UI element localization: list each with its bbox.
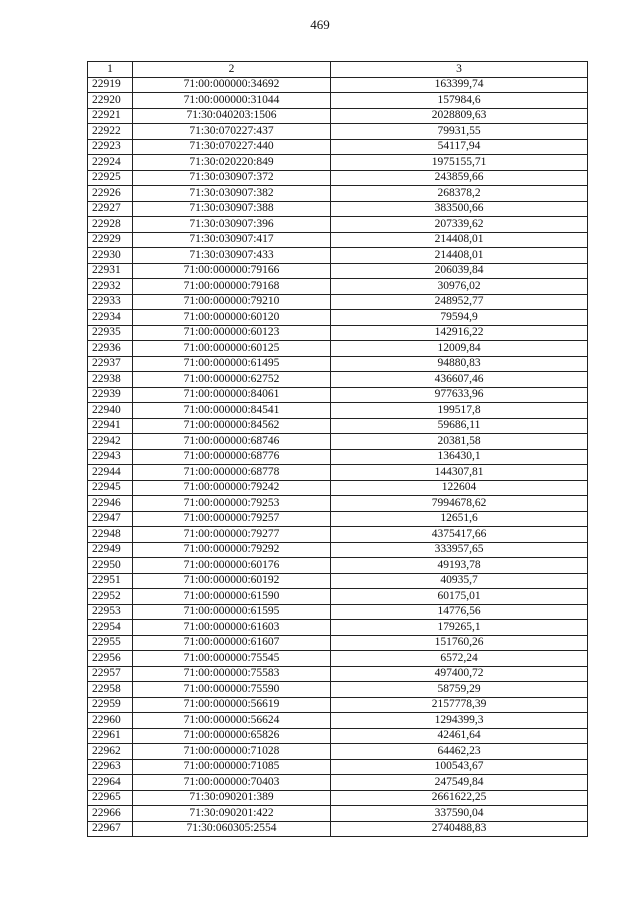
row-number-cell: 22938 (88, 372, 133, 388)
cadastral-number-cell: 71:00:000000:84061 (133, 387, 331, 403)
value-cell: 206039,84 (331, 263, 588, 279)
table-row (88, 620, 588, 636)
cadastral-number-cell: 71:30:090201:389 (133, 790, 331, 806)
cadastral-number-cell: 71:00:000000:65826 (133, 728, 331, 744)
row-number-cell: 22922 (88, 124, 133, 140)
value-cell: 243859,66 (331, 170, 588, 186)
row-number-cell: 22939 (88, 387, 133, 403)
row-number-cell: 22950 (88, 558, 133, 574)
value-cell: 42461,64 (331, 728, 588, 744)
row-number-cell: 22962 (88, 744, 133, 760)
value-cell: 60175,01 (331, 589, 588, 605)
row-number-cell: 22930 (88, 248, 133, 264)
value-cell: 214408,01 (331, 232, 588, 248)
row-number-cell: 22927 (88, 201, 133, 217)
row-number-cell: 22967 (88, 821, 133, 837)
table-row (88, 139, 588, 155)
table-row (88, 744, 588, 760)
value-cell: 2157778,39 (331, 697, 588, 713)
cadastral-number-cell: 71:30:030907:396 (133, 217, 331, 233)
row-number-cell: 22934 (88, 310, 133, 326)
table-row (88, 480, 588, 496)
column-header-2: 2 (133, 62, 331, 78)
value-cell: 2028809,63 (331, 108, 588, 124)
value-cell: 151760,26 (331, 635, 588, 651)
cadastral-number-cell: 71:00:000000:70403 (133, 775, 331, 791)
value-cell: 144307,81 (331, 465, 588, 481)
table-row (88, 496, 588, 512)
table-row (88, 341, 588, 357)
cadastral-number-cell: 71:00:000000:56624 (133, 713, 331, 729)
value-cell: 383500,66 (331, 201, 588, 217)
row-number-cell: 22931 (88, 263, 133, 279)
row-number-cell: 22942 (88, 434, 133, 450)
table-row (88, 511, 588, 527)
table-row (88, 201, 588, 217)
cadastral-number-cell: 71:00:000000:79253 (133, 496, 331, 512)
table-row (88, 403, 588, 419)
value-cell: 4375417,66 (331, 527, 588, 543)
cadastral-number-cell: 71:00:000000:71028 (133, 744, 331, 760)
table-row (88, 356, 588, 372)
row-number-cell: 22932 (88, 279, 133, 295)
table-row (88, 558, 588, 574)
row-number-cell: 22941 (88, 418, 133, 434)
table-row (88, 186, 588, 202)
table-row (88, 573, 588, 589)
cadastral-number-cell: 71:30:070227:437 (133, 124, 331, 140)
cadastral-number-cell: 71:00:000000:79210 (133, 294, 331, 310)
page-number: 469 (310, 17, 330, 32)
value-cell: 100543,67 (331, 759, 588, 775)
value-cell: 337590,04 (331, 806, 588, 822)
table-row (88, 635, 588, 651)
table-row (88, 527, 588, 543)
cadastral-number-cell: 71:00:000000:84541 (133, 403, 331, 419)
cadastral-number-cell: 71:00:000000:61603 (133, 620, 331, 636)
row-number-cell: 22921 (88, 108, 133, 124)
table-row (88, 806, 588, 822)
cadastral-number-cell: 71:30:020220:849 (133, 155, 331, 171)
table-row (88, 77, 588, 93)
table-row (88, 170, 588, 186)
value-cell: 142916,22 (331, 325, 588, 341)
table-row (88, 790, 588, 806)
row-number-cell: 22933 (88, 294, 133, 310)
table-row (88, 651, 588, 667)
table-row (88, 155, 588, 171)
cadastral-number-cell: 71:30:060305:2554 (133, 821, 331, 837)
value-cell: 248952,77 (331, 294, 588, 310)
cadastral-number-cell: 71:00:000000:56619 (133, 697, 331, 713)
cadastral-number-cell: 71:00:000000:68778 (133, 465, 331, 481)
value-cell: 1975155,71 (331, 155, 588, 171)
cadastral-number-cell: 71:30:030907:372 (133, 170, 331, 186)
cadastral-number-cell: 71:00:000000:62752 (133, 372, 331, 388)
table-row (88, 666, 588, 682)
row-number-cell: 22958 (88, 682, 133, 698)
row-number-cell: 22956 (88, 651, 133, 667)
row-number-cell: 22964 (88, 775, 133, 791)
row-number-cell: 22961 (88, 728, 133, 744)
row-number-cell: 22953 (88, 604, 133, 620)
cadastral-number-cell: 71:00:000000:79277 (133, 527, 331, 543)
row-number-cell: 22940 (88, 403, 133, 419)
row-number-cell: 22919 (88, 77, 133, 93)
table-row (88, 232, 588, 248)
row-number-cell: 22947 (88, 511, 133, 527)
value-cell: 333957,65 (331, 542, 588, 558)
cadastral-number-cell: 71:00:000000:79166 (133, 263, 331, 279)
column-header-3: 3 (331, 62, 588, 78)
value-cell: 58759,29 (331, 682, 588, 698)
table-row (88, 294, 588, 310)
cadastral-number-cell: 71:00:000000:79257 (133, 511, 331, 527)
row-number-cell: 22963 (88, 759, 133, 775)
value-cell: 179265,1 (331, 620, 588, 636)
row-number-cell: 22924 (88, 155, 133, 171)
value-cell: 122604 (331, 480, 588, 496)
cadastral-number-cell: 71:00:000000:60125 (133, 341, 331, 357)
cadastral-number-cell: 71:30:030907:388 (133, 201, 331, 217)
cadastral-number-cell: 71:00:000000:79292 (133, 542, 331, 558)
value-cell: 436607,46 (331, 372, 588, 388)
value-cell: 40935,7 (331, 573, 588, 589)
cadastral-number-cell: 71:30:030907:382 (133, 186, 331, 202)
cadastral-number-cell: 71:00:000000:79242 (133, 480, 331, 496)
row-number-cell: 22951 (88, 573, 133, 589)
row-number-cell: 22929 (88, 232, 133, 248)
row-number-cell: 22937 (88, 356, 133, 372)
cadastral-number-cell: 71:00:000000:61590 (133, 589, 331, 605)
cadastral-number-cell: 71:30:070227:440 (133, 139, 331, 155)
table-row (88, 697, 588, 713)
table-row (88, 682, 588, 698)
row-number-cell: 22936 (88, 341, 133, 357)
cadastral-number-cell: 71:30:030907:417 (133, 232, 331, 248)
row-number-cell: 22935 (88, 325, 133, 341)
table-row (88, 713, 588, 729)
row-number-cell: 22943 (88, 449, 133, 465)
value-cell: 136430,1 (331, 449, 588, 465)
value-cell: 12651,6 (331, 511, 588, 527)
table-row (88, 418, 588, 434)
cadastral-value-table (87, 61, 588, 837)
table-row (88, 449, 588, 465)
table-row (88, 108, 588, 124)
table-row (88, 728, 588, 744)
column-header-1: 1 (88, 62, 133, 78)
table-body (88, 77, 588, 837)
value-cell: 157984,6 (331, 93, 588, 109)
value-cell: 977633,96 (331, 387, 588, 403)
row-number-cell: 22960 (88, 713, 133, 729)
row-number-cell: 22923 (88, 139, 133, 155)
value-cell: 199517,8 (331, 403, 588, 419)
table-row (88, 775, 588, 791)
value-cell: 30976,02 (331, 279, 588, 295)
value-cell: 2661622,25 (331, 790, 588, 806)
row-number-cell: 22946 (88, 496, 133, 512)
value-cell: 6572,24 (331, 651, 588, 667)
table-row (88, 759, 588, 775)
row-number-cell: 22955 (88, 635, 133, 651)
table-row (88, 124, 588, 140)
table-row (88, 465, 588, 481)
row-number-cell: 22954 (88, 620, 133, 636)
table-row (88, 589, 588, 605)
row-number-cell: 22965 (88, 790, 133, 806)
row-number-cell: 22959 (88, 697, 133, 713)
cadastral-number-cell: 71:00:000000:75583 (133, 666, 331, 682)
row-number-cell: 22952 (88, 589, 133, 605)
value-cell: 12009,84 (331, 341, 588, 357)
value-cell: 1294399,3 (331, 713, 588, 729)
cadastral-number-cell: 71:30:090201:422 (133, 806, 331, 822)
row-number-cell: 22944 (88, 465, 133, 481)
value-cell: 207339,62 (331, 217, 588, 233)
cadastral-number-cell: 71:30:030907:433 (133, 248, 331, 264)
value-cell: 163399,74 (331, 77, 588, 93)
table-row (88, 604, 588, 620)
table-row (88, 434, 588, 450)
row-number-cell: 22957 (88, 666, 133, 682)
value-cell: 54117,94 (331, 139, 588, 155)
cadastral-number-cell: 71:30:040203:1506 (133, 108, 331, 124)
value-cell: 497400,72 (331, 666, 588, 682)
table-header-row (88, 62, 588, 78)
row-number-cell: 22948 (88, 527, 133, 543)
row-number-cell: 22945 (88, 480, 133, 496)
table-row (88, 248, 588, 264)
cadastral-number-cell: 71:00:000000:61607 (133, 635, 331, 651)
table-row (88, 542, 588, 558)
cadastral-number-cell: 71:00:000000:60120 (133, 310, 331, 326)
value-cell: 247549,84 (331, 775, 588, 791)
table-row (88, 387, 588, 403)
value-cell: 14776,56 (331, 604, 588, 620)
table-row (88, 93, 588, 109)
value-cell: 268378,2 (331, 186, 588, 202)
table-row (88, 821, 588, 837)
cadastral-number-cell: 71:00:000000:68746 (133, 434, 331, 450)
row-number-cell: 22926 (88, 186, 133, 202)
table-row (88, 263, 588, 279)
cadastral-number-cell: 71:00:000000:84562 (133, 418, 331, 434)
cadastral-number-cell: 71:00:000000:34692 (133, 77, 331, 93)
table-row (88, 279, 588, 295)
value-cell: 59686,11 (331, 418, 588, 434)
table-row (88, 325, 588, 341)
value-cell: 214408,01 (331, 248, 588, 264)
cadastral-number-cell: 71:00:000000:71085 (133, 759, 331, 775)
row-number-cell: 22925 (88, 170, 133, 186)
table-row (88, 372, 588, 388)
value-cell: 64462,23 (331, 744, 588, 760)
table-row (88, 310, 588, 326)
cadastral-number-cell: 71:00:000000:75590 (133, 682, 331, 698)
row-number-cell: 22920 (88, 93, 133, 109)
value-cell: 7994678,62 (331, 496, 588, 512)
value-cell: 94880,83 (331, 356, 588, 372)
row-number-cell: 22949 (88, 542, 133, 558)
row-number-cell: 22966 (88, 806, 133, 822)
value-cell: 79594,9 (331, 310, 588, 326)
cadastral-number-cell: 71:00:000000:75545 (133, 651, 331, 667)
cadastral-number-cell: 71:00:000000:60192 (133, 573, 331, 589)
value-cell: 2740488,83 (331, 821, 588, 837)
cadastral-number-cell: 71:00:000000:61495 (133, 356, 331, 372)
cadastral-number-cell: 71:00:000000:60176 (133, 558, 331, 574)
cadastral-number-cell: 71:00:000000:60123 (133, 325, 331, 341)
cadastral-number-cell: 71:00:000000:79168 (133, 279, 331, 295)
value-cell: 20381,58 (331, 434, 588, 450)
value-cell: 79931,55 (331, 124, 588, 140)
cadastral-number-cell: 71:00:000000:68776 (133, 449, 331, 465)
cadastral-number-cell: 71:00:000000:31044 (133, 93, 331, 109)
value-cell: 49193,78 (331, 558, 588, 574)
table-row (88, 217, 588, 233)
row-number-cell: 22928 (88, 217, 133, 233)
cadastral-number-cell: 71:00:000000:61595 (133, 604, 331, 620)
